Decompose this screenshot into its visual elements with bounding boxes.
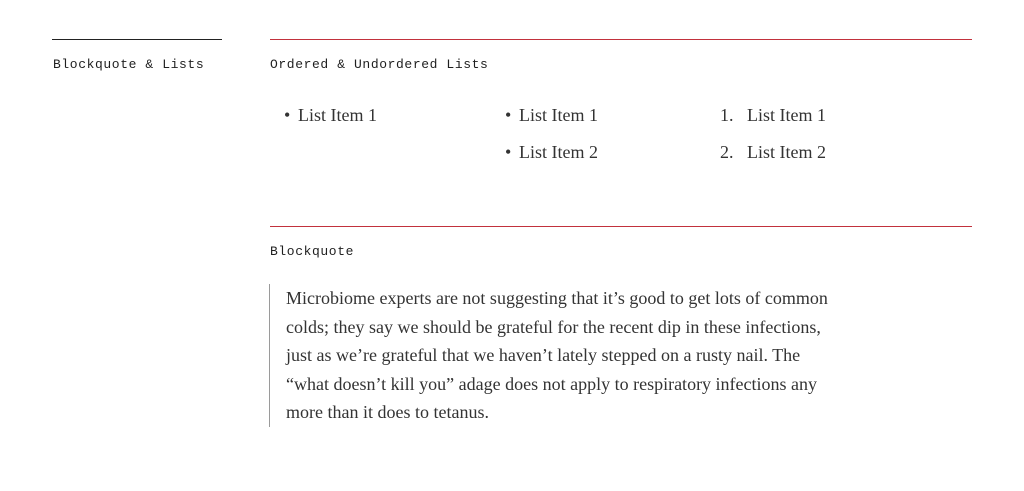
- ordered-list: [720, 97, 826, 171]
- blockquote-text: Microbiome experts are not suggesting that it’s good to get lots of common colds; they say we should be grateful for the recent dip in these infections, just as we’re grateful that we haven’t lately stepped on a rusty nail. The “what doesn’t kill you” adage does not apply to respiratory infections any more than it does to tetanus.: [286, 288, 828, 422]
- lists-section-heading: Ordered & Undordered Lists: [270, 57, 489, 72]
- blockquote-section-divider: [270, 226, 972, 227]
- list-item-text: List Item 2: [747, 142, 826, 162]
- lists-section-divider: [270, 39, 972, 40]
- list-item: • List Item 2: [499, 134, 598, 171]
- list-item-number: 1.: [720, 105, 734, 125]
- unordered-list-2: [499, 97, 598, 171]
- sidebar-section-label: Blockquote & Lists: [53, 57, 205, 72]
- list-item: [720, 134, 826, 171]
- list-item: [720, 97, 826, 134]
- sidebar-divider: [52, 39, 222, 40]
- list-item: • List Item 1: [278, 97, 377, 134]
- list-item-text: List Item 1: [747, 105, 826, 125]
- blockquote-section-heading: Blockquote: [270, 244, 355, 259]
- list-item: • List Item 1: [499, 97, 598, 134]
- list-item-number: 2.: [720, 142, 734, 162]
- unordered-list-1: [278, 97, 377, 134]
- blockquote: [269, 284, 829, 427]
